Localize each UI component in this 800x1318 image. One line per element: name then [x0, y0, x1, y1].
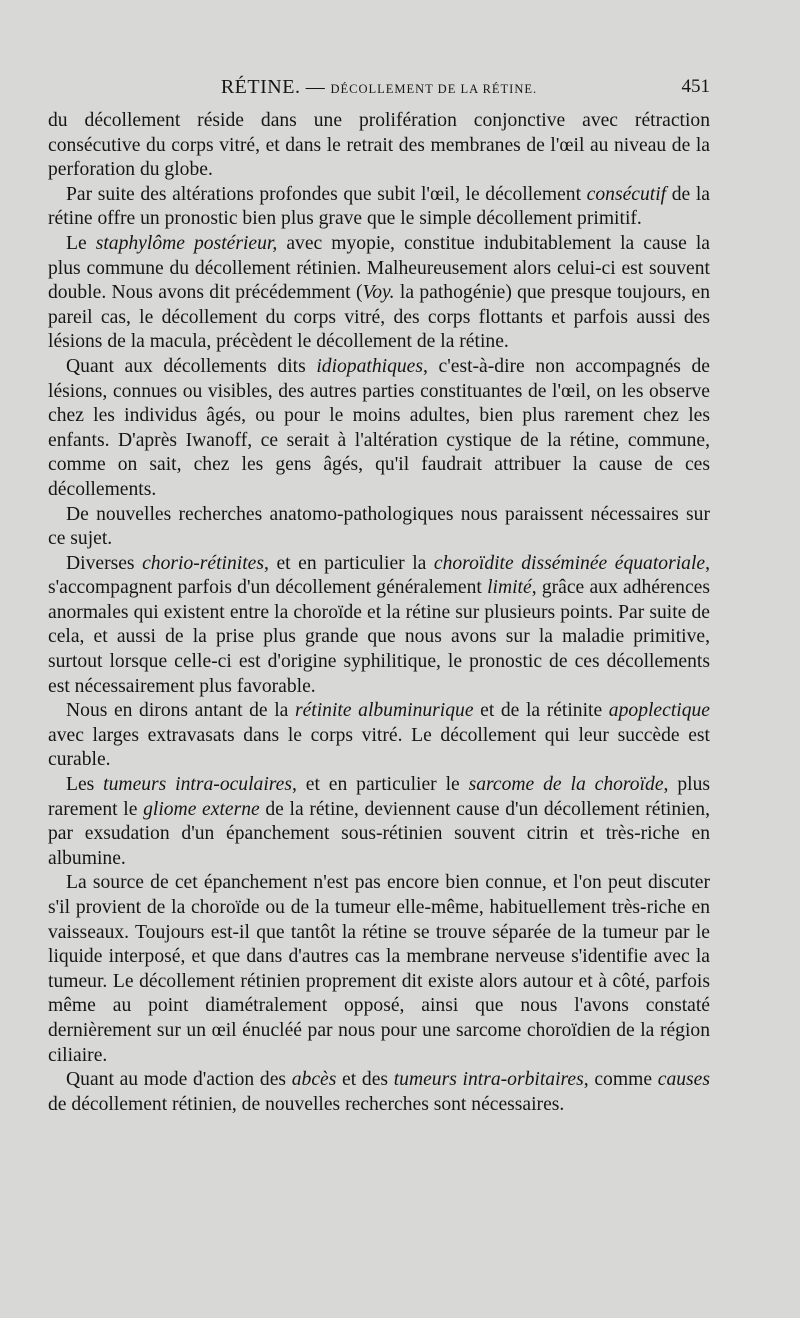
- italic-text: sarcome de la choroïde: [468, 774, 664, 796]
- text-run: avec larges extravasats dans le corps vitré. Le décollement qui leur succède est curable.: [48, 724, 710, 771]
- text-run: La source de cet épanchement n'est pas encore bien connue, et l'on peut discuter s'il provient de la choroïde ou de la tumeur elle-même, habituellement très-riche en vaisseaux. Toujours est-il que tantôt la rétine se trouve séparée de la tumeur par le liquide interposé, et que dans d'autres cas la membrane nerveuse s'identifie avec la tumeur. Le décollement rétinien proprement dit existe alors autour et à côté, parfois même au point diamétralement opposé, ainsi que nous l'avons constaté dernièrement sur un œil énucléé par nous pour une sarcome choroïdien de la région ciliaire.: [48, 872, 710, 1066]
- italic-text: abcès: [291, 1069, 337, 1091]
- text-run: Quant aux décollements dits: [66, 355, 317, 377]
- header-section: DÉCOLLEMENT DE LA RÉTINE.: [330, 82, 538, 96]
- italic-text: Voy.: [362, 282, 395, 304]
- text-run: du décollement réside dans une prolifération conjonctive avec rétraction consécutive du corps vitré, et dans le retrait des membranes de l'œil au niveau de la perforation du globe.: [48, 110, 710, 181]
- italic-text: causes: [657, 1069, 710, 1091]
- paragraph: [48, 699, 710, 773]
- text-run: , plus rarement le: [48, 774, 710, 820]
- text-run: la pathogénie) que presque toujours, en pareil cas, le décollement du corps vitré, des corps flottants et parfois aussi des lésions de la macula, précèdent le décollement de la rétine.: [48, 282, 710, 353]
- paragraph: [48, 552, 710, 700]
- text-run: , s'accompagnent parfois d'un décollement généralement: [48, 552, 710, 599]
- italic-text: gliome externe: [143, 798, 260, 820]
- text-run: et des: [336, 1069, 394, 1091]
- text-run: de décollement rétinien, de nouvelles recherches sont nécessaires.: [48, 1093, 565, 1115]
- header-title: [48, 76, 710, 99]
- italic-text: tumeurs intra-orbitaires: [393, 1069, 584, 1091]
- text-run: Quant au mode d'action des: [66, 1069, 292, 1091]
- paragraph: [48, 355, 710, 503]
- paragraph: [48, 503, 710, 552]
- text-run: Le: [66, 232, 96, 254]
- text-run: De nouvelles recherches anatomo-pathologiques nous paraissent nécessaires sur ce sujet.: [48, 503, 710, 550]
- text-run: , grâce aux adhérences anormales qui existent entre la choroïde et la rétine sur plusieurs points. Par suite de cela, et aussi de la prise plus grande que nous avons sur la maladie primitive, surtout lorsque celle-ci est d'origine syphilitique, le pronostic de ces décollements est nécessairement plus favorable.: [48, 577, 710, 697]
- paragraph: [48, 109, 710, 183]
- italic-text: tumeurs intra-oculaires: [103, 774, 293, 796]
- text-run: avec myopie, constitue indubitablement la cause la plus commune du décollement rétinien. Malheureusement alors celui-ci est souvent double. Nous avons dit précédemment (: [48, 232, 710, 304]
- text-run: , et en particulier le: [292, 774, 469, 796]
- text-run: de la rétine offre un pronostic bien plus grave que le simple décollement primitif.: [48, 183, 710, 230]
- body-text: [48, 109, 710, 1117]
- page-number: 451: [681, 76, 710, 97]
- text-run: et de la rétinite: [473, 700, 609, 722]
- text-run: , et en particulier la: [264, 552, 434, 574]
- italic-text: choroïdite disséminée équatoriale: [433, 552, 706, 574]
- text-run: Les: [66, 774, 104, 796]
- text-run: Par suite des altérations profondes que subit l'œil, le décollement: [66, 183, 587, 205]
- running-header: [48, 70, 710, 104]
- text-run: Nous en dirons antant de la: [66, 700, 295, 722]
- paragraph: [48, 232, 710, 355]
- header-chapter: RÉTINE.: [220, 76, 301, 98]
- italic-text: staphylôme postérieur,: [95, 232, 278, 254]
- italic-text: chorio-rétinites: [142, 552, 265, 574]
- paragraph: [48, 1068, 710, 1117]
- italic-text: limité: [487, 577, 532, 599]
- paragraph: [48, 773, 710, 871]
- text-run: , comme: [583, 1069, 658, 1091]
- text-run: Diverses: [66, 552, 143, 574]
- italic-text: consécutif: [586, 183, 667, 205]
- text-run: de la rétine, deviennent cause d'un décollement rétinien, par exsudation d'un épanchement sous-rétinien souvent citrin et très-riche en albumine.: [48, 798, 710, 869]
- italic-text: rétinite albuminurique: [294, 700, 474, 722]
- italic-text: apoplectique: [608, 700, 710, 722]
- paragraph: [48, 183, 710, 232]
- paragraph: [48, 871, 710, 1068]
- text-run: , c'est-à-dire non accompagnés de lésions, connues ou visibles, des autres parties constituantes de l'œil, on les observe chez les individus âgés, ou pour le moins adultes, bien plus rarement chez les enfants. D'après Iwanoff, ce serait à l'altération cystique de la rétine, commune, comme on sait, chez les gens âgés, qu'il faudrait attribuer la cause de ces décollements.: [48, 355, 710, 500]
- italic-text: idiopathiques: [316, 355, 424, 377]
- header-separator: —: [305, 77, 326, 98]
